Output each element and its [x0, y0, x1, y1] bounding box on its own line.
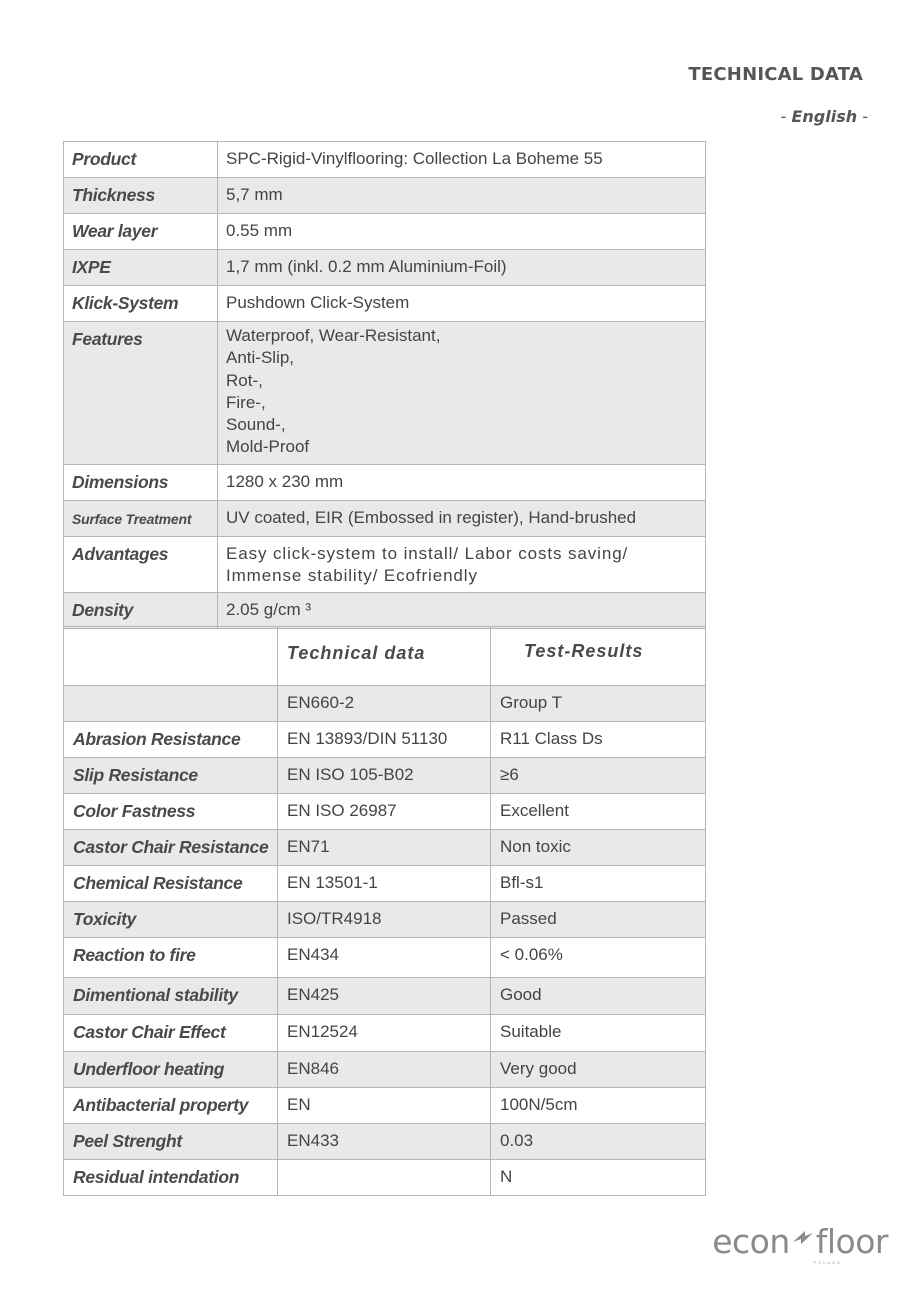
test-label: Antibacterial property [64, 1088, 278, 1124]
test-standard: ISO/TR4918 [278, 902, 491, 938]
table-row [64, 1088, 706, 1124]
spec-row [64, 250, 706, 286]
spec-value: UV coated, EIR (Embossed in register), Hand-brushed [218, 501, 706, 537]
spec-row [64, 501, 706, 537]
test-standard: EN [278, 1088, 491, 1124]
test-label: Residual intendation [64, 1160, 278, 1196]
test-results-table [63, 626, 706, 1196]
test-standard [278, 1160, 491, 1196]
table-row [64, 866, 706, 902]
table-row [64, 686, 706, 722]
feature-line: Rot-, [226, 370, 263, 390]
spec-value: SPC-Rigid-Vinylflooring: Collection La Boheme 55 [218, 142, 706, 178]
test-result: Passed [491, 902, 706, 938]
test-result: 0.03 [491, 1124, 706, 1160]
spec-value: Pushdown Click-System [218, 286, 706, 322]
test-label: Chemical Resistance [64, 866, 278, 902]
spec-value: 1,7 mm (inkl. 0.2 mm Aluminium-Foil) [218, 250, 706, 286]
table-row [64, 978, 706, 1015]
spec-value: 0.55 mm [218, 214, 706, 250]
spec-label: Features [64, 322, 218, 465]
test-result: Excellent [491, 794, 706, 830]
feature-line: Sound-, [226, 415, 286, 435]
test-label: Underfloor heating [64, 1052, 278, 1088]
logo-tagline: POLAND [813, 1260, 842, 1265]
spec-value: 5,7 mm [218, 178, 706, 214]
spec-label: Advantages [64, 537, 218, 593]
spec-label: Density [64, 593, 218, 629]
advantage-line: Immense stability/ Ecofriendly [226, 566, 478, 585]
spec-label: Product [64, 142, 218, 178]
spec-row [64, 465, 706, 501]
table-row [64, 938, 706, 978]
test-result: R11 Class Ds [491, 722, 706, 758]
spec-label: Thickness [64, 178, 218, 214]
spec-row [64, 322, 706, 465]
advantage-line: Easy click-system to install/ Labor costs saving/ [226, 544, 629, 563]
spec-row [64, 286, 706, 322]
spec-label: Dimensions [64, 465, 218, 501]
column-header-technical-data: Technical data [278, 627, 491, 686]
feature-line: Anti-Slip, [226, 348, 295, 368]
test-standard: EN425 [278, 978, 491, 1015]
test-standard: EN433 [278, 1124, 491, 1160]
language-suffix: - [862, 107, 868, 126]
test-result: Good [491, 978, 706, 1015]
test-standard: EN434 [278, 938, 491, 978]
logo-text-right: floor [815, 1222, 888, 1261]
test-label: Reaction to fire [64, 938, 278, 978]
spec-row [64, 593, 706, 629]
test-label: Slip Resistance [64, 758, 278, 794]
language-name: English [791, 107, 858, 126]
test-standard: EN ISO 26987 [278, 794, 491, 830]
test-result: Group T [491, 686, 706, 722]
test-result: Bfl-s1 [491, 866, 706, 902]
spec-row [64, 142, 706, 178]
table-row [64, 794, 706, 830]
logo-text-left: econ [712, 1222, 790, 1261]
spec-value-advantages [218, 537, 706, 593]
test-result: < 0.06% [491, 938, 706, 978]
spec-value-features [218, 322, 706, 465]
table-row [64, 830, 706, 866]
spec-label: Wear layer [64, 214, 218, 250]
test-result: N [491, 1160, 706, 1196]
test-label [64, 686, 278, 722]
spec-row [64, 537, 706, 593]
test-label: Color Fastness [64, 794, 278, 830]
specification-table [63, 141, 706, 629]
test-header-row [64, 627, 706, 686]
brand-logo [712, 1222, 888, 1272]
spec-value: 2.05 g/cm ³ [218, 593, 706, 629]
column-header-test-results: Test-Results [491, 627, 706, 686]
spec-row [64, 214, 706, 250]
test-label: Castor Chair Effect [64, 1015, 278, 1052]
test-standard: EN 13893/DIN 51130 [278, 722, 491, 758]
test-standard: EN71 [278, 830, 491, 866]
table-row [64, 1160, 706, 1196]
empty-header-cell [64, 627, 278, 686]
feature-line: Waterproof, Wear-Resistant, [226, 326, 441, 345]
table-row [64, 1015, 706, 1052]
feature-line: Fire-, [226, 392, 266, 412]
test-label: Castor Chair Resistance [64, 830, 278, 866]
table-row [64, 722, 706, 758]
test-result: ≥6 [491, 758, 706, 794]
language-prefix: - [780, 107, 787, 126]
lightning-arrow-icon [791, 1222, 815, 1264]
table-row [64, 902, 706, 938]
test-label: Dimentional stability [64, 978, 278, 1015]
table-row [64, 1052, 706, 1088]
table-row [64, 1124, 706, 1160]
page-title: TECHNICAL DATA [688, 64, 863, 85]
spec-label: Klick-System [64, 286, 218, 322]
test-result: Very good [491, 1052, 706, 1088]
test-label: Peel Strenght [64, 1124, 278, 1160]
spec-row [64, 178, 706, 214]
language-label [781, 107, 868, 126]
test-standard: EN ISO 105-B02 [278, 758, 491, 794]
test-result: Suitable [491, 1015, 706, 1052]
test-result: 100N/5cm [491, 1088, 706, 1124]
test-standard: EN660-2 [278, 686, 491, 722]
test-label: Abrasion Resistance [64, 722, 278, 758]
test-label: Toxicity [64, 902, 278, 938]
feature-line: Mold-Proof [226, 437, 310, 457]
test-standard: EN 13501-1 [278, 866, 491, 902]
spec-value: 1280 x 230 mm [218, 465, 706, 501]
table-row [64, 758, 706, 794]
spec-label: IXPE [64, 250, 218, 286]
test-standard: EN12524 [278, 1015, 491, 1052]
spec-label: Surface Treatment [64, 501, 218, 537]
test-result: Non toxic [491, 830, 706, 866]
test-standard: EN846 [278, 1052, 491, 1088]
